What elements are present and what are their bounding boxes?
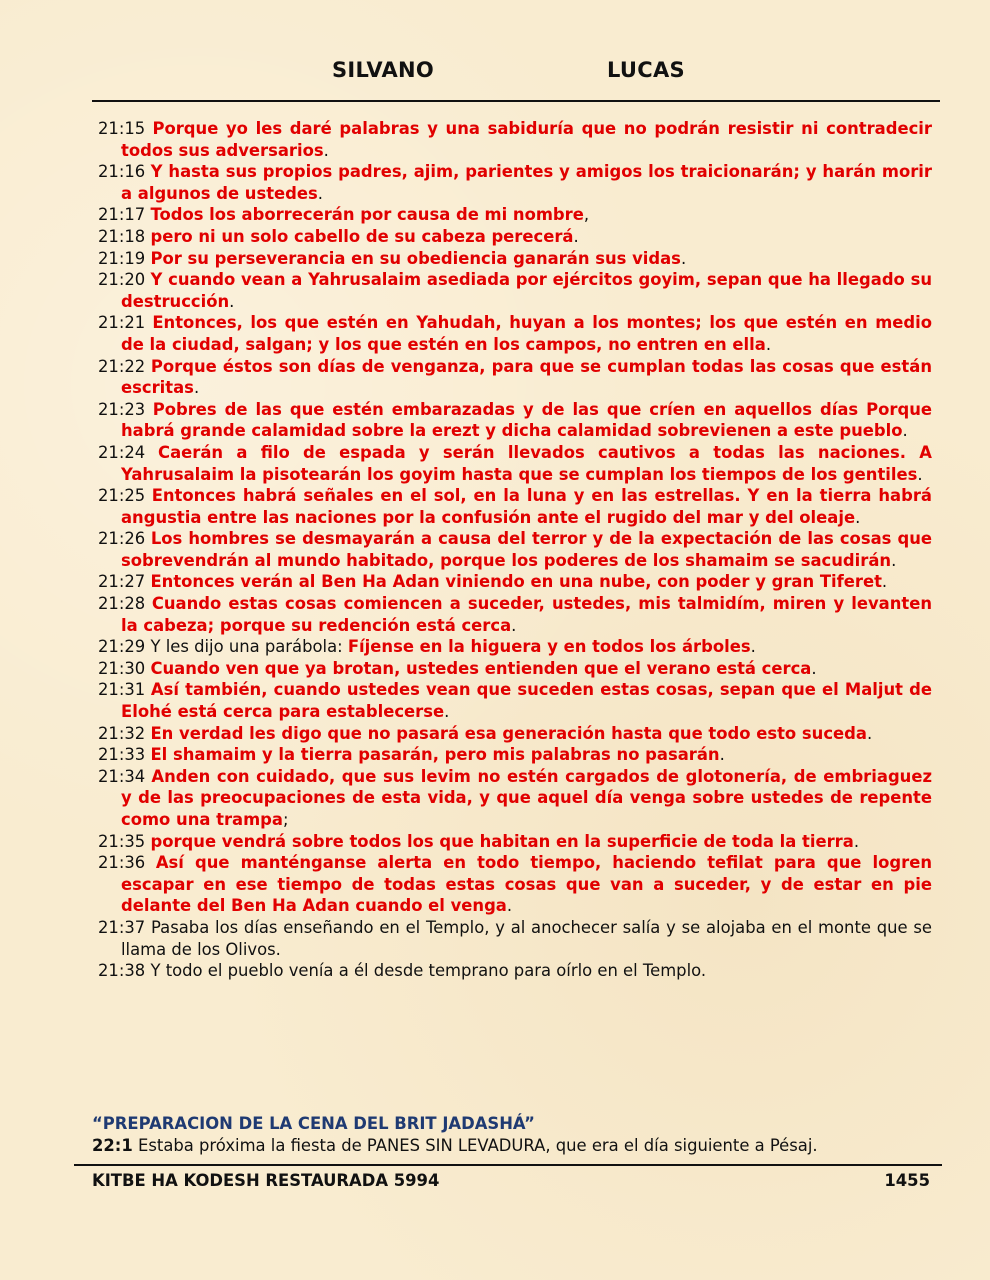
verse-reference: 21:26 (98, 529, 146, 549)
verse-reference: 21:16 (98, 162, 146, 182)
verse-text: . (902, 421, 908, 441)
verse (98, 679, 932, 722)
page-number: 1455 (884, 1171, 930, 1190)
verse-reference: 21:30 (98, 658, 146, 678)
verse-text: . (323, 140, 329, 160)
header-rule (92, 100, 940, 102)
verse-reference: 21:23 (98, 399, 146, 419)
verse-text: Pasaba los días enseñando en el Templo, y al anochecer salía y se alojaba en el monte que se llama de los Olivos. (121, 917, 932, 959)
verse (98, 356, 932, 399)
page-header (92, 58, 940, 98)
verse (98, 852, 932, 917)
header-book: LUCAS (607, 58, 685, 82)
verse-reference: 21:37 (98, 917, 146, 937)
verse-words-of-jesus: Cuando ven que ya brotan, ustedes entienden que el verano está cerca (150, 658, 812, 678)
verse (98, 571, 932, 593)
verse-reference: 21:28 (98, 594, 146, 614)
verse (98, 766, 932, 831)
verse-text: . (811, 658, 817, 678)
verse-reference: 21:34 (98, 766, 146, 786)
footer-rule (74, 1164, 942, 1166)
verse (98, 312, 932, 355)
verse (98, 723, 932, 745)
verse-text: Y todo el pueblo venía a él desde temprano para oírlo en el Templo. (150, 961, 707, 981)
verse-words-of-jesus: En verdad les digo que no pasará esa generación hasta que todo esto suceda (150, 723, 867, 743)
verse-reference: 21:22 (98, 356, 146, 376)
verse (98, 744, 932, 766)
verse-reference: 21:18 (98, 226, 146, 246)
verse-text: , (583, 205, 590, 225)
verse-words-of-jesus: Y hasta sus propios padres, ajim, parientes y amigos los traicionarán; y harán morir a algunos de ustedes (121, 162, 932, 203)
verse-text: . (750, 637, 756, 657)
verse-text: . (866, 723, 873, 743)
verse (98, 960, 932, 982)
section-verse-text: Estaba próxima la fiesta de PANES SIN LEVADURA, que era el día siguiente a Pésaj. (132, 1135, 818, 1155)
verse-words-of-jesus: Anden con cuidado, que sus levim no estén cargados de glotonería, de embriaguez y de las preocupaciones de esta vida, y que aquel día venga sobre ustedes de repente como una trampa (121, 766, 932, 829)
verse-words-of-jesus: Fíjense en la higuera y en todos los árboles (347, 637, 751, 657)
verse (98, 399, 932, 442)
verse-reference: 21:35 (98, 831, 146, 851)
verse-text: . (855, 507, 861, 527)
verse-text: . (193, 378, 200, 398)
verse-reference: 21:17 (98, 205, 146, 225)
verse-text: . (881, 572, 888, 592)
verse (98, 204, 932, 226)
verse-text: . (917, 464, 923, 484)
verse-words-of-jesus: Por su perseverancia en su obediencia ganarán sus vidas (150, 248, 681, 268)
verse-reference: 21:21 (98, 313, 146, 333)
verse-reference: 21:15 (98, 119, 146, 138)
verse (98, 161, 932, 204)
verse-words-of-jesus: Así que manténganse alerta en todo tiempo, haciendo tefilat para que logren escapar en ese tiempo de todas estas cosas que van a suceder, y de estar en pie delante del Ben Ha Adan cuando el venga (121, 853, 932, 916)
verse (98, 226, 932, 248)
verse-reference: 21:36 (98, 853, 146, 873)
verse-text: . (444, 702, 450, 722)
verse-words-of-jesus: Cuando estas cosas comiencen a suceder, ustedes, mis talmidím, miren y levanten la cabeza; porque su redención está cerca (121, 594, 932, 635)
verse-words-of-jesus: Pobres de las que estén embarazadas y de las que críen en aquellos días Porque habrá grande calamidad sobre la erezt y dicha calamidad sobrevienen a este pueblo (121, 399, 932, 441)
verse-reference: 21:32 (98, 723, 146, 743)
verse-reference: 21:38 (98, 961, 146, 981)
verse-words-of-jesus: Entonces, los que estén en Yahudah, huyan a los montes; los que estén en medio de la ciudad, salgan; y los que estén en los campos, no entren en ella (121, 313, 932, 354)
verse (98, 485, 932, 528)
verse-text: . (680, 248, 687, 268)
footer-title: KITBE HA KODESH RESTAURADA 5994 (92, 1171, 440, 1190)
verse-reference: 21:31 (98, 680, 146, 700)
header-author: SILVANO (332, 58, 435, 82)
verse-text: . (853, 831, 860, 851)
verse-text: . (317, 183, 323, 203)
verse-reference: 21:20 (98, 270, 146, 290)
verse-text: . (765, 334, 772, 354)
verse (98, 442, 932, 485)
verse-words-of-jesus: porque vendrá sobre todos los que habitan en la superficie de toda la tierra (150, 831, 854, 851)
section-verse-number: 22:1 (92, 1135, 133, 1155)
verse-reference: 21:27 (98, 572, 146, 592)
verse-words-of-jesus: El shamaim y la tierra pasarán, pero mis palabras no pasarán (150, 745, 720, 765)
verse (98, 593, 932, 636)
verse-text: ; (282, 810, 289, 829)
verse-words-of-jesus: pero ni un solo cabello de su cabeza perecerá (150, 226, 574, 246)
verse-list (98, 118, 932, 982)
verse-reference: 21:29 (98, 637, 146, 657)
verse-words-of-jesus: Caerán a filo de espada y serán llevados cautivos a todas las naciones. A Yahrusalaim la pisotearán los goyim hasta que se cumplan los tiempos de los gentiles (121, 442, 932, 484)
verse-reference: 21:33 (98, 745, 146, 765)
verse-words-of-jesus: Entonces verán al Ben Ha Adan viniendo en una nube, con poder y gran Tiferet (150, 572, 882, 592)
verse-text: . (511, 615, 517, 635)
verse (98, 636, 932, 658)
verse (98, 528, 932, 571)
verse (98, 658, 932, 680)
verse-reference: 21:25 (98, 486, 146, 506)
verse (98, 831, 932, 853)
verse (98, 269, 932, 312)
verse (98, 917, 932, 960)
verse-text: . (891, 550, 897, 570)
verse-words-of-jesus: Y cuando vean a Yahrusalaim asediada por ejércitos goyim, sepan que ha llegado su destrucción (121, 270, 932, 311)
section-first-verse (92, 1135, 940, 1157)
section-title: “PREPARACION DE LA CENA DEL BRIT JADASHÁ” (92, 1114, 535, 1133)
verse-words-of-jesus: Porque éstos son días de venganza, para que se cumplan todas las cosas que están escritas (121, 356, 932, 398)
verse-text: Y les dijo una parábola: (150, 637, 348, 657)
verse-words-of-jesus: Porque yo les daré palabras y una sabiduría que no podrán resistir ni contradecir todos sus adversarios (121, 119, 932, 160)
verse (98, 248, 932, 270)
verse-words-of-jesus: Entonces habrá señales en el sol, en la luna y en las estrellas. Y en la tierra habrá angustia entre las naciones por la confusión ante el rugido del mar y del oleaje (121, 486, 932, 527)
next-section (92, 1113, 940, 1156)
verse-text: . (719, 745, 725, 765)
verse-text: . (573, 226, 579, 246)
verse-reference: 21:24 (98, 442, 146, 462)
verse-words-of-jesus: Todos los aborrecerán por causa de mi nombre (150, 205, 584, 225)
verse-text: . (229, 291, 235, 311)
verse-words-of-jesus: Los hombres se desmayarán a causa del terror y de la expectación de las cosas que sobrevendrán al mundo habitado, porque los poderes de los shamaim se sacudirán (121, 529, 932, 570)
verse-words-of-jesus: Así también, cuando ustedes vean que suceden estas cosas, sepan que el Maljut de Elohé está cerca para establecerse (121, 680, 932, 722)
page-footer (92, 1171, 930, 1195)
verse (98, 118, 932, 161)
verse-text: . (506, 896, 513, 916)
verse-reference: 21:19 (98, 248, 146, 268)
